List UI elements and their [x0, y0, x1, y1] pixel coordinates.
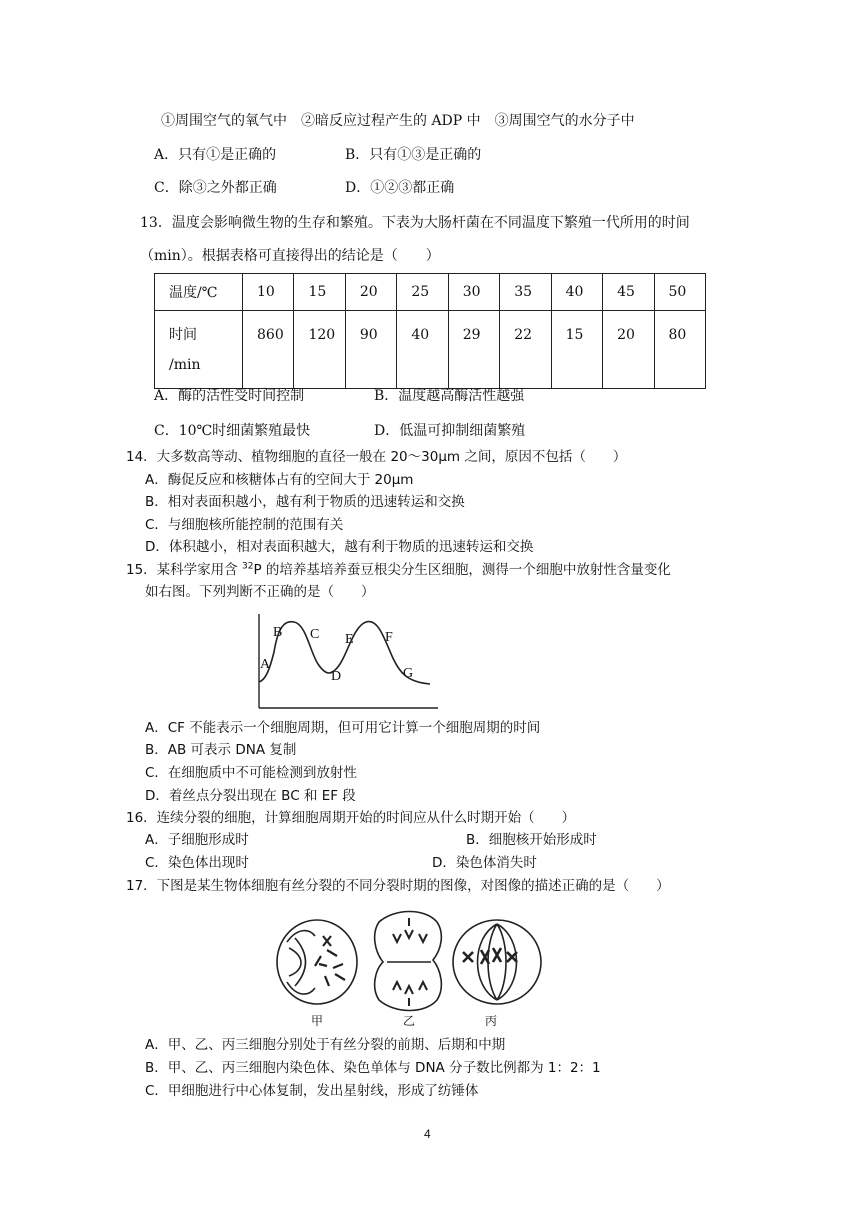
table-cell: 20 [603, 311, 654, 389]
graph-label-f: F [385, 630, 393, 645]
table-header-time [155, 311, 243, 389]
table-cell: 25 [397, 274, 448, 311]
cell-bing [453, 920, 541, 1004]
q15-option-c: C．在细胞质中不可能检测到放射性 [145, 765, 357, 781]
q12-statement: ①周围空气的氧气中 ②暗反应过程产生的 ADP 中 ③周围空气的水分子中 [161, 113, 635, 129]
table-cell: 40 [397, 311, 448, 389]
q13-option-c: C．10℃时细菌繁殖最快 [154, 423, 311, 439]
q14-option-d: D．体积越小，相对表面积越大，越有利于物质的迅速转运和交换 [145, 539, 534, 555]
table-header-time-b: /min [169, 357, 201, 373]
figure-label-bing: 丙 [485, 1014, 498, 1028]
page-number: 4 [424, 1127, 431, 1141]
cell-yi [375, 912, 442, 1011]
q17-option-b: B．甲、乙、丙三细胞内染色体、染色单体与 DNA 分子数比例都为 1：2：1 [145, 1060, 601, 1076]
table-cell: 120 [294, 311, 345, 389]
q13-stem-line2: （min）。根据表格可直接得出的结论是（ ） [140, 248, 440, 264]
q16-option-c: C．染色体出现时 [145, 855, 249, 871]
table-header-time-a: 时间 [169, 327, 197, 343]
q15-option-d: D．着丝点分裂出现在 BC 和 EF 段 [145, 788, 356, 804]
q13-option-d: D．低温可抑制细菌繁殖 [374, 423, 526, 439]
q14-option-a: A．酶促反应和核糖体占有的空间大于 20μm [145, 472, 414, 488]
q15-stem-line1 [126, 560, 671, 580]
q13-option-b: B．温度越高酶活性越强 [374, 388, 525, 404]
graph-label-b: B [273, 625, 283, 640]
table-cell: 80 [654, 311, 706, 389]
q13-data-table [154, 273, 706, 389]
graph-label-e: E [345, 632, 354, 647]
table-cell: 15 [294, 274, 345, 311]
q15-option-a: A．CF 不能表示一个细胞周期，但可用它计算一个细胞周期的时间 [145, 720, 541, 736]
table-cell: 45 [603, 274, 654, 311]
table-row-temperature [155, 274, 706, 311]
q17-stem: 17．下图是某生物体细胞有丝分裂的不同分裂时期的图像，对图像的描述正确的是（ ） [126, 878, 670, 894]
table-cell: 90 [345, 311, 396, 389]
q15-option-b: B．AB 可表示 DNA 复制 [145, 742, 297, 758]
q15-stem-sup: 32 [241, 561, 254, 572]
cell-jia [277, 920, 357, 1004]
q16-option-d: D．染色体消失时 [432, 855, 537, 871]
table-cell: 22 [500, 311, 551, 389]
table-header-temperature: 温度/℃ [155, 274, 243, 311]
q16-option-a: A．子细胞形成时 [145, 832, 249, 848]
q14-option-b: B．相对表面积越小，越有利于物质的迅速转运和交换 [145, 494, 465, 510]
q12-option-a: A．只有①是正确的 [154, 147, 277, 163]
mitosis-figure [275, 908, 550, 1030]
q15-stem-post: P 的培养基培养蚕豆根尖分生区细胞，测得一个细胞中放射性含量变化 [253, 562, 671, 578]
q16-option-b: B．细胞核开始形成时 [466, 832, 597, 848]
table-cell: 50 [654, 274, 706, 311]
q12-option-c: C．除③之外都正确 [154, 180, 277, 196]
q14-stem: 14．大多数高等动、植物细胞的直径一般在 20～30μm 之间，原因不包括（ ） [126, 449, 627, 465]
q13-stem-line1: 13．温度会影响微生物的生存和繁殖。下表为大肠杆菌在不同温度下繁殖一代所用的时间 [140, 215, 690, 231]
table-cell: 35 [500, 274, 551, 311]
q17-option-c: C．甲细胞进行中心体复制，发出星射线，形成了纺锤体 [145, 1083, 479, 1099]
table-cell: 40 [551, 274, 602, 311]
graph-label-c: C [310, 627, 320, 642]
table-cell: 15 [551, 311, 602, 389]
graph-label-a: A [260, 657, 271, 672]
q17-option-a: A．甲、乙、丙三细胞分别处于有丝分裂的前期、后期和中期 [145, 1037, 506, 1053]
q16-stem: 16．连续分裂的细胞，计算细胞周期开始的时间应从什么时期开始（ ） [126, 810, 576, 826]
table-cell: 29 [448, 311, 499, 389]
radioactivity-graph [252, 612, 442, 712]
table-cell: 20 [345, 274, 396, 311]
q12-option-b: B．只有①③是正确的 [345, 147, 482, 163]
table-cell: 10 [243, 274, 294, 311]
table-cell: 860 [243, 311, 294, 389]
table-cell: 30 [448, 274, 499, 311]
q15-stem-pre: 15．某科学家用含 [126, 562, 242, 578]
q14-option-c: C．与细胞核所能控制的范围有关 [145, 517, 344, 533]
graph-label-d: D [331, 669, 342, 684]
q15-stem-line2: 如右图。下列判断不正确的是（ ） [145, 584, 375, 600]
q12-option-d: D．①②③都正确 [345, 180, 455, 196]
figure-label-jia: 甲 [311, 1014, 324, 1028]
graph-label-g: G [403, 666, 414, 681]
figure-label-yi: 乙 [403, 1014, 416, 1028]
table-row-time [155, 311, 706, 389]
q13-option-a: A．酶的活性受时间控制 [154, 388, 305, 404]
